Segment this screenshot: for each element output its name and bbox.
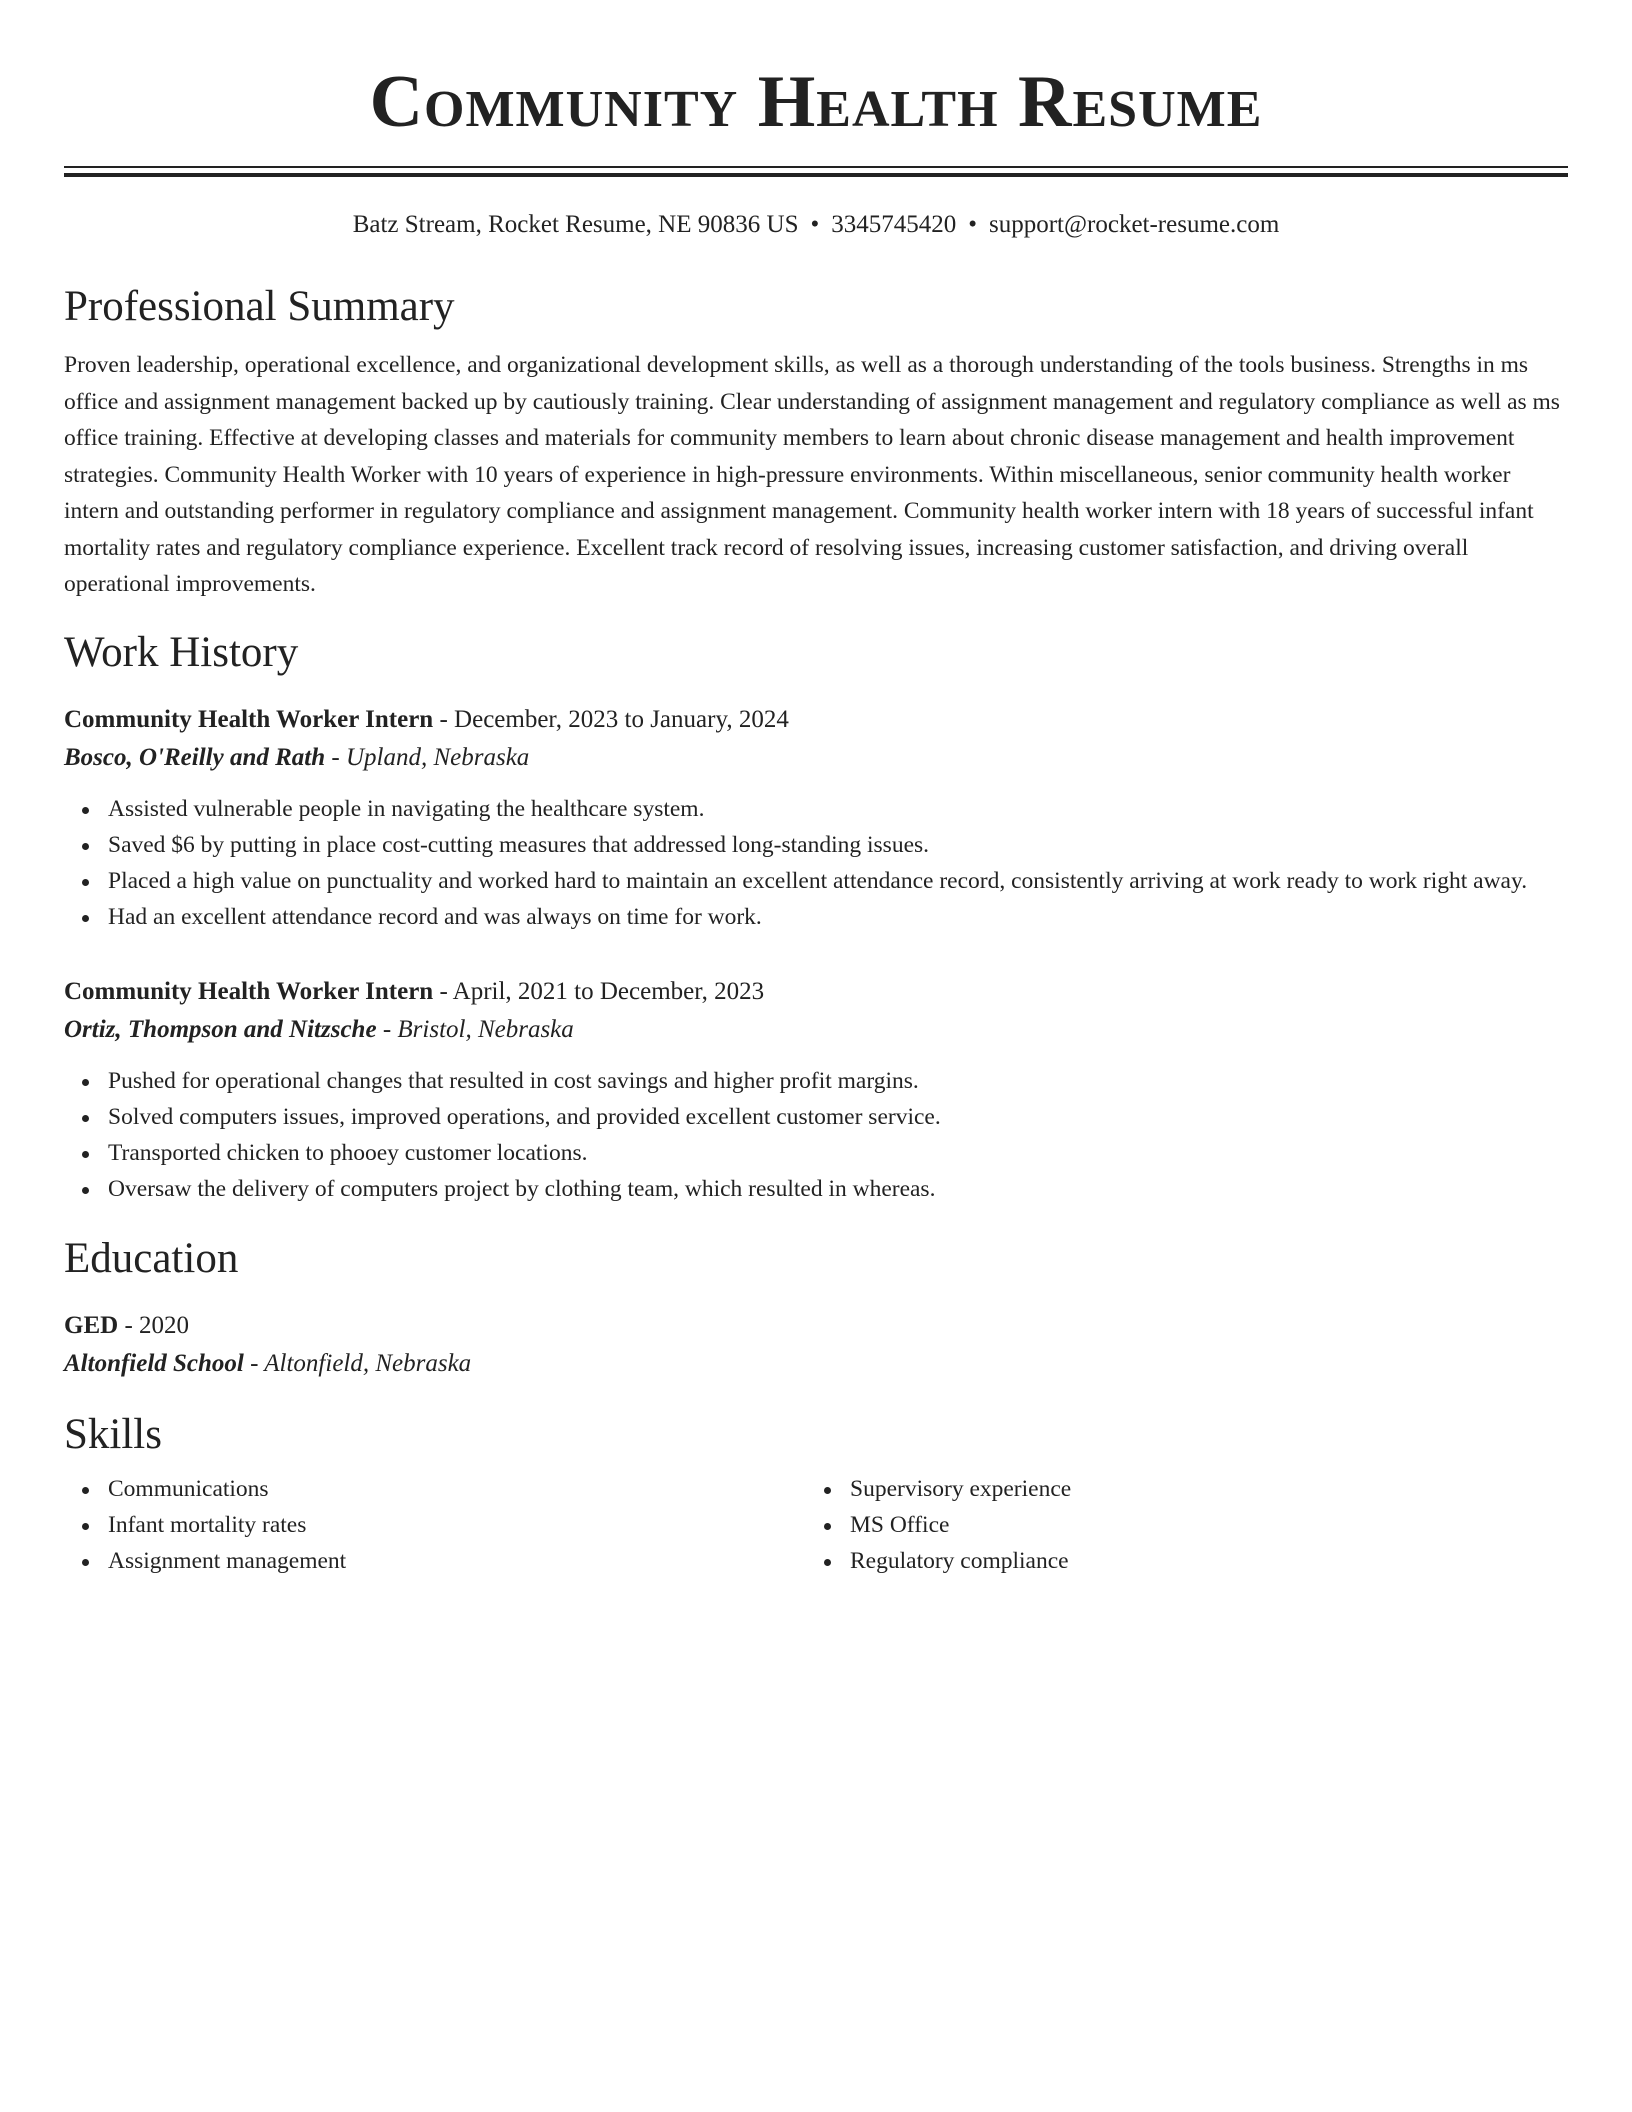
- section-heading-skills: Skills: [64, 1410, 162, 1458]
- contact-separator: •: [810, 211, 820, 238]
- summary-text: Proven leadership, operational excellence, and organizational development skills, as well as a thorough understanding of the tools business. Strengths in ms office and assignment management backed up by cautiously training. Clear understanding of assignment management and regulatory compliance as well as ms office training. Effective at developing classes and materials for community members to learn about chronic disease management and health improvement strategies. Community Health Worker with 10 years of experience in high-pressure environments. Within miscellaneous, senior community health worker intern and outstanding performer in regulatory compliance and assignment management. Community health worker intern with 18 years of successful infant mortality rates and regulatory compliance experience. Excellent track record of resolving issues, increasing customer satisfaction, and driving overall operational improvements.: [64, 352, 1560, 597]
- degree-year: - 2020: [118, 1311, 190, 1339]
- company-name: Bosco, O'Reilly and Rath: [64, 743, 326, 771]
- contact-email[interactable]: support@rocket-resume.com: [989, 211, 1280, 238]
- job-bullet: Transported chicken to phooey customer locations.: [108, 1135, 1568, 1171]
- title-double-rule: [64, 166, 1568, 177]
- job-title: Community Health Worker Intern: [64, 705, 434, 733]
- section-heading-education: Education: [64, 1234, 239, 1282]
- section-heading-summary: Professional Summary: [64, 283, 455, 330]
- skill-item: MS Office: [850, 1507, 1548, 1543]
- job-dates: - April, 2021 to December, 2023: [433, 977, 765, 1005]
- company-name: Ortiz, Thompson and Nitzsche: [64, 1015, 377, 1043]
- job-entry: [64, 973, 1568, 1207]
- section-heading-work-history: Work History: [64, 628, 299, 676]
- skill-item: Supervisory experience: [850, 1471, 1548, 1507]
- contact-line: [64, 209, 1568, 241]
- company-location: - Upland, Nebraska: [325, 743, 530, 771]
- school-location: - Altonfield, Nebraska: [243, 1349, 472, 1377]
- job-bullet: Oversaw the delivery of computers project by clothing team, which resulted in whereas.: [108, 1171, 1568, 1207]
- job-bullet-list: [64, 791, 1568, 935]
- company-line: [64, 1011, 1568, 1049]
- skill-item: Infant mortality rates: [108, 1507, 806, 1543]
- job-bullet: Solved computers issues, improved operations, and provided excellent customer service.: [108, 1099, 1568, 1135]
- skills-column-left: [64, 1471, 806, 1579]
- job-title: Community Health Worker Intern: [64, 977, 434, 1005]
- school-name: Altonfield School: [64, 1349, 244, 1377]
- company-location: - Bristol, Nebraska: [376, 1015, 574, 1043]
- skills-column-right: [806, 1471, 1548, 1579]
- degree-line: [64, 1307, 1568, 1345]
- skill-item: Assignment management: [108, 1543, 806, 1579]
- job-bullet-list: [64, 1063, 1568, 1207]
- job-bullet: Pushed for operational changes that resulted in cost savings and higher profit margins.: [108, 1063, 1568, 1099]
- job-bullet: Saved $6 by putting in place cost-cutting measures that addressed long-standing issues.: [108, 827, 1568, 863]
- skills-grid: [64, 1471, 1568, 1579]
- job-bullet: Placed a high value on punctuality and worked hard to maintain an excellent attendance record, consistently arriving at work ready to work right away.: [108, 863, 1568, 899]
- company-line: [64, 739, 1568, 777]
- job-bullet: Had an excellent attendance record and was always on time for work.: [108, 899, 1568, 935]
- job-entry: [64, 701, 1568, 935]
- school-line: [64, 1345, 1568, 1383]
- skills-list: [64, 1471, 806, 1579]
- resume-title: Community Health Resume: [369, 61, 1263, 143]
- skills-list: [806, 1471, 1548, 1579]
- degree-name: GED: [64, 1311, 119, 1339]
- education-entry: [64, 1307, 1568, 1383]
- skill-item: Communications: [108, 1471, 806, 1507]
- job-title-line: [64, 973, 1568, 1011]
- skill-item: Regulatory compliance: [850, 1543, 1548, 1579]
- contact-phone[interactable]: 3345745420: [831, 211, 957, 238]
- job-title-line: [64, 701, 1568, 739]
- contact-address: Batz Stream, Rocket Resume, NE 90836 US: [352, 211, 799, 238]
- job-bullet: Assisted vulnerable people in navigating the healthcare system.: [108, 791, 1568, 827]
- contact-separator: •: [968, 211, 977, 238]
- job-dates: - December, 2023 to January, 2024: [433, 705, 789, 733]
